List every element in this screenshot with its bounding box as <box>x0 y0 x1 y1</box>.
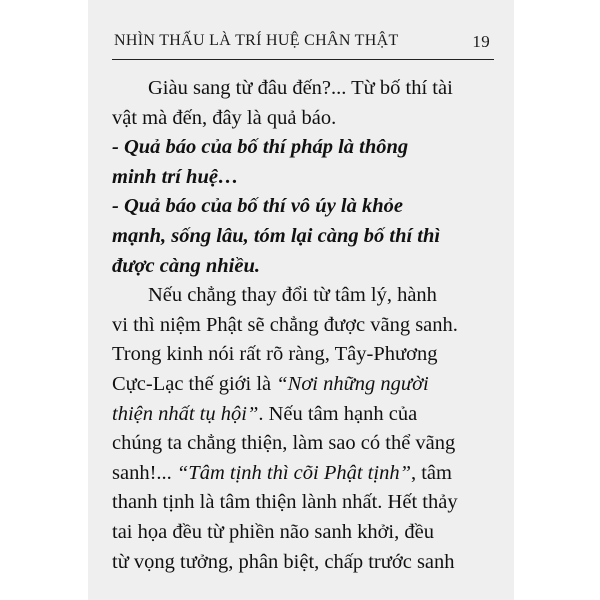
text-run: Cực-Lạc thế giới là <box>112 372 277 395</box>
text-run: , tâm <box>410 461 452 484</box>
text-line: được càng nhiều. <box>112 254 261 277</box>
page-number: 19 <box>472 32 490 51</box>
text-line <box>112 459 496 489</box>
text-line: Giàu sang từ đâu đến?... Từ bố thí tài <box>148 77 453 99</box>
running-header <box>114 30 490 54</box>
text-line: vi thì niệm Phật sẽ chẳng được vãng sanh. <box>112 313 458 336</box>
text-line: chúng ta chẳng thiện, làm sao có thể vãng <box>112 432 456 455</box>
body-text <box>112 74 496 577</box>
text-line: minh trí huệ… <box>112 165 239 188</box>
text-line <box>112 400 496 430</box>
text-line: tai họa đều từ phiền não sanh khởi, đều <box>112 520 434 543</box>
header-rule <box>112 59 494 60</box>
text-line: mạnh, sống lâu, tóm lại càng bố thí thì <box>112 224 441 247</box>
running-title: NHÌN THẤU LÀ TRÍ HUỆ CHÂN THẬT <box>114 32 399 49</box>
quote-run: “Nơi những người <box>276 372 429 395</box>
quote-run: thiện nhất tụ hội” <box>112 402 259 425</box>
text-run: sanh!... <box>112 461 177 484</box>
text-line: từ vọng tưởng, phân biệt, chấp trước sanh <box>112 550 455 573</box>
quote-run: “Tâm tịnh thì cõi Phật tịnh” <box>176 461 411 484</box>
text-line: - Quả báo của bố thí pháp là thông <box>112 136 409 159</box>
text-run: . Nếu tâm hạnh của <box>258 402 418 425</box>
text-line: Trong kinh nói rất rõ ràng, Tây-Phương <box>112 343 438 366</box>
text-line: Nếu chẳng thay đổi từ tâm lý, hành <box>148 284 437 307</box>
text-line: vật mà đến, đây là quả báo. <box>112 106 337 129</box>
text-line: thanh tịnh là tâm thiện lành nhất. Hết thảy <box>112 491 458 514</box>
text-line: - Quả báo của bố thí vô úy là khỏe <box>112 195 403 218</box>
book-page <box>88 0 514 600</box>
text-line <box>112 370 496 400</box>
